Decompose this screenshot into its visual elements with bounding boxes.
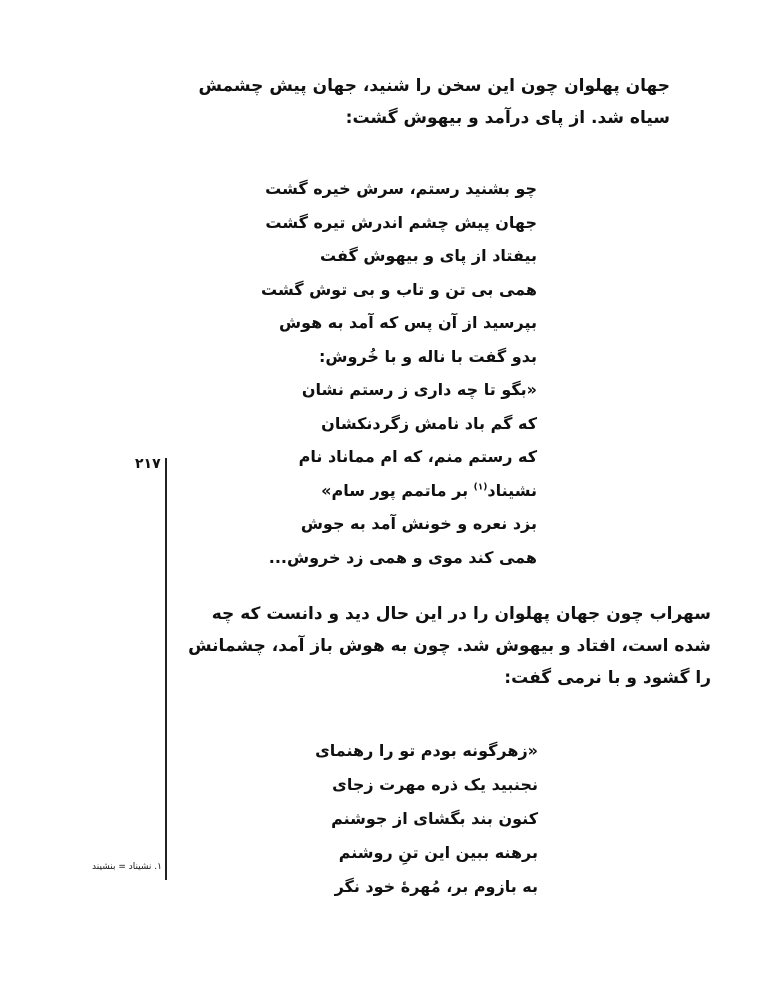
verse-line: جهان پیش چشم اندرش تیره گشت [265, 212, 537, 232]
verse-line: کنون بند بگشای از جوشنم [331, 809, 538, 828]
verse-line: «بگو تا چه داری ز رستم نشان [301, 380, 537, 399]
verse-line: «زهرگونه بودم تو را رهنمای [315, 741, 538, 760]
page-number: ۲۱۷ [135, 456, 161, 472]
verse-line: بپرسید از آن پس که آمد به هوش [278, 313, 537, 332]
verse-line: بزد نعره و خونش آمد به جوش [300, 514, 537, 533]
footnote: ۱. نشیناد = بنشیند [92, 862, 162, 872]
verse-line: بدو گفت با ناله و با خُروش: [319, 346, 537, 366]
verse-line: برهنه ببین این تنِ روشنم [338, 843, 538, 862]
footnote-marker: (۱) [473, 482, 488, 493]
verse-fragment: بر ماتمم پور سام» [321, 480, 469, 500]
margin-rule [165, 458, 167, 880]
prose-paragraph-1: جهان پهلوان چون این سخن را شنید، جهان پیش چشمش سیاه شد. از پای درآمد و بیهوش گشت: [198, 76, 670, 128]
verse-line: نجنبید یک ذره مهرت زجای [332, 775, 538, 794]
verse-block-1 [261, 172, 537, 574]
verse-line: که گم باد نامش زگردنکشان [321, 413, 537, 433]
verse-line: همی کند موی و همی زد خروش... [268, 547, 537, 567]
verse-line: همی بی تن و تاب و بی توش گشت [261, 279, 537, 299]
verse-fragment: نشیناد [487, 480, 537, 500]
verse-line: که رستم منم، که ام مماناد نام [298, 447, 537, 466]
verse-line: بیفتاد از پای و بیهوش گفت [320, 246, 537, 265]
prose-paragraph-2: سهراب چون جهان پهلوان را در این حال دید و دانست که چه شده است، افتاد و بیهوش شد. چون به هوش باز آمد، چشمانش را گشود و با نرمی گفت: [188, 604, 711, 688]
verse-line: چو بشنید رستم، سرش خیره گشت [265, 179, 537, 198]
verse-block-2 [308, 734, 538, 904]
verse-line-with-footnote [307, 474, 537, 508]
verse-line: به بازوم بر، مُهرهٔ خود نگر [334, 877, 538, 896]
